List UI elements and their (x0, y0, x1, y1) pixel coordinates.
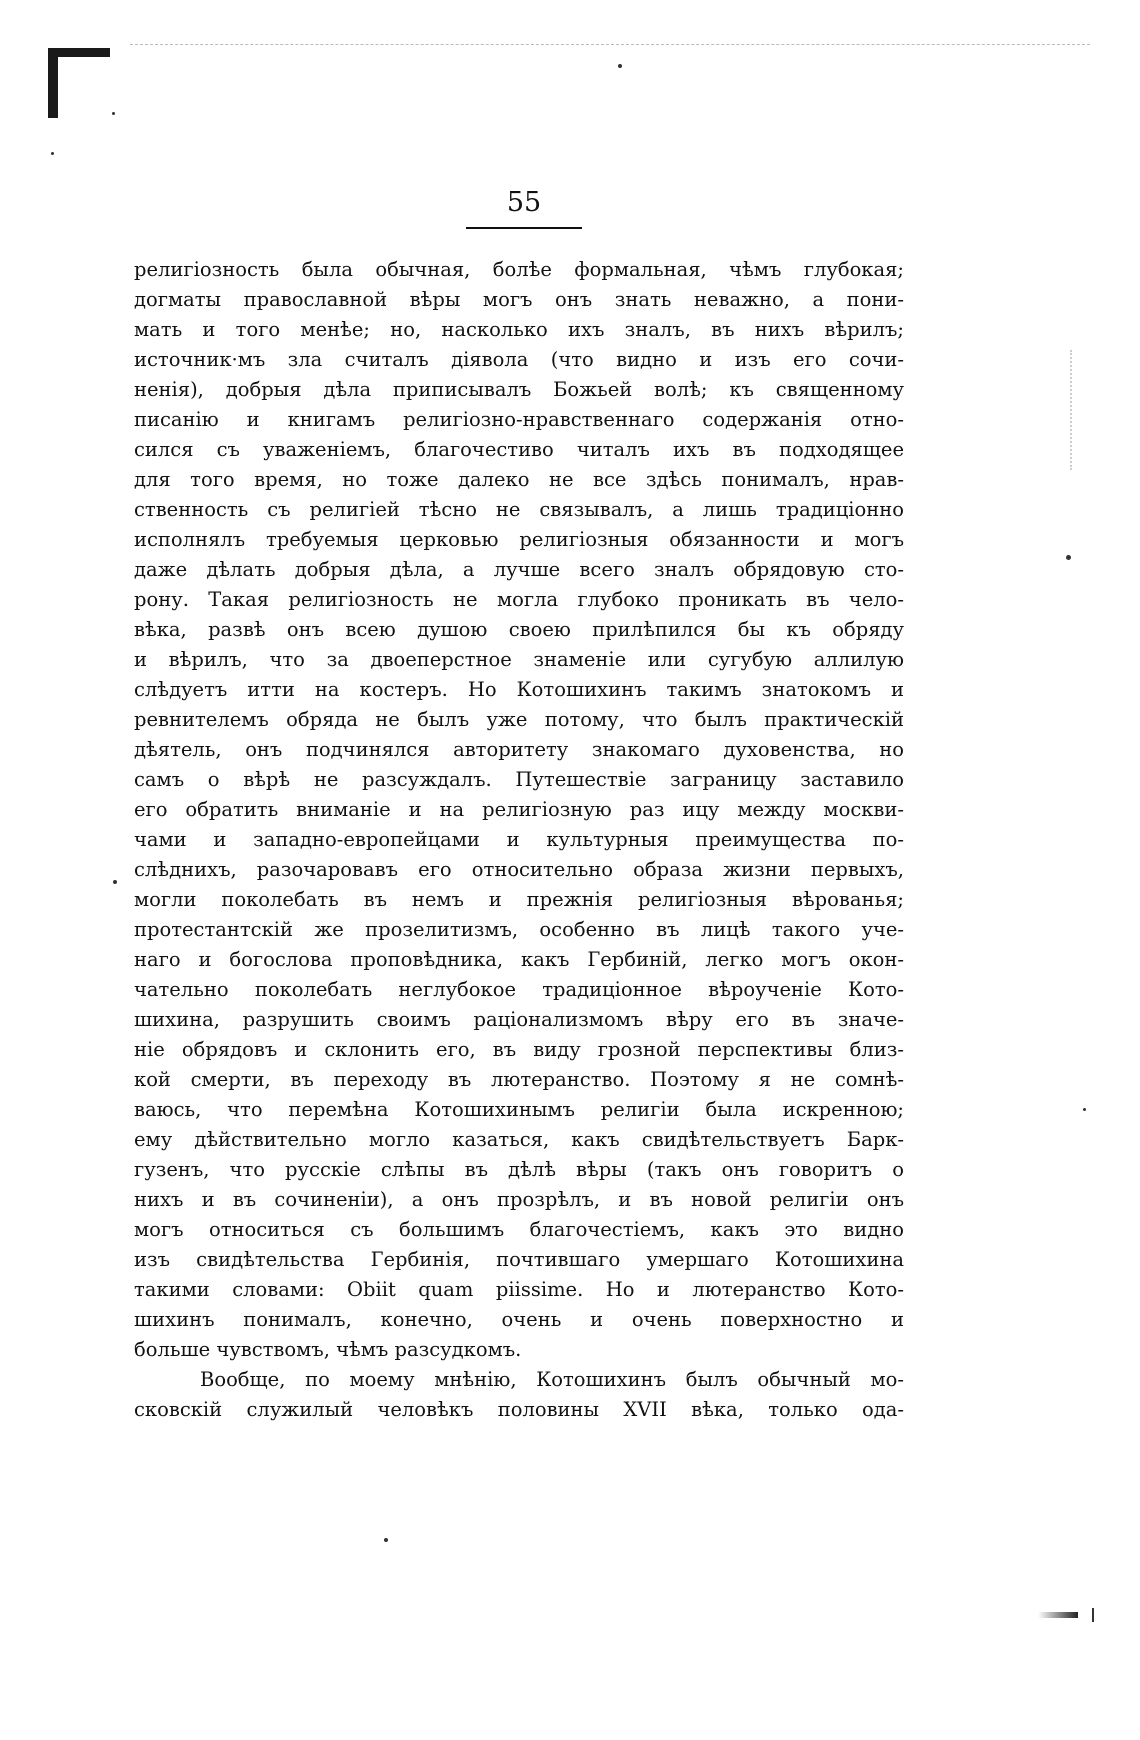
paragraph-end-line: больше чувствомъ, чѣмъ разсудкомъ. (134, 1338, 522, 1361)
scan-speck (618, 64, 622, 68)
scan-artifact (1070, 350, 1086, 470)
body-text (134, 255, 904, 1425)
text-line: и вѣрилъ, что за двоеперстное знаменіе или сугубую аллилую (134, 648, 904, 671)
text-line: источник·мъ зла считалъ діявола (что видно и изъ его сочи- (134, 348, 904, 371)
scan-artifact (130, 44, 1090, 46)
text-line: ревнителемъ обряда не былъ уже потому, что былъ практическій (134, 708, 904, 731)
text-line: нихъ и въ сочиненіи), а онъ прозрѣлъ, и въ новой религіи онъ (134, 1188, 904, 1211)
text-line: самъ о вѣрѣ не разсуждалъ. Путешествіе заграницу заставило (134, 768, 904, 791)
text-line: такими словами: Obiit quam piissime. Но и лютеранство Кото- (134, 1278, 904, 1301)
text-line: мать и того менѣе; но, насколько ихъ зналъ, въ нихъ вѣрилъ; (134, 318, 904, 341)
scan-artifact (1092, 1608, 1094, 1622)
text-line: ваюсь, что перемѣна Котошихинымъ религіи была искренною; (134, 1098, 904, 1121)
text-line: могли поколебать въ немъ и прежнія религіозныя вѣрованья; (134, 888, 904, 911)
text-line: слѣднихъ, разочаровавъ его относительно образа жизни первыхъ, (134, 858, 904, 881)
text-line: шихина, разрушить своимъ раціонализмомъ вѣру его въ значе- (134, 1008, 904, 1031)
text-line: рону. Такая религіозность не могла глубоко проникать въ чело- (134, 588, 904, 611)
text-line: ственность съ религіей тѣсно не связывалъ, а лишь традиціонно (134, 498, 904, 521)
text-line: вѣка, развѣ онъ всею душою своею прилѣпился бы къ обряду (134, 618, 904, 641)
text-line: писанію и книгамъ религіозно-нравственнаго содержанія отно- (134, 408, 904, 431)
header-rule (466, 227, 582, 229)
text-line: гузенъ, что русскіе слѣпы въ дѣлѣ вѣры (такъ онъ говоритъ о (134, 1158, 904, 1181)
text-line: изъ свидѣтельства Гербинія, почтившаго умершаго Котошихина (134, 1248, 904, 1271)
page-number: 55 (506, 187, 542, 218)
text-line: дѣятель, онъ подчинялся авторитету знакомаго духовенства, но (134, 738, 904, 761)
text-line: слѣдуетъ итти на костеръ. Но Котошихинъ такимъ знатокомъ и (134, 678, 904, 701)
paragraph-start-line: Вообще, по моему мнѣнію, Котошихинъ былъ обычный мо- (200, 1368, 904, 1391)
scan-speck (1066, 555, 1071, 560)
text-line: исполнялъ требуемыя церковью религіозныя обязанности и могъ (134, 528, 904, 551)
text-line: могъ относиться съ большимъ благочестіемъ, какъ это видно (134, 1218, 904, 1241)
text-line: протестантскій же прозелитизмъ, особенно въ лицѣ такого уче- (134, 918, 904, 941)
text-line: даже дѣлать добрыя дѣла, а лучше всего зналъ обрядовую сто- (134, 558, 904, 581)
text-line: ненія), добрыя дѣла приписывалъ Божьей волѣ; къ священному (134, 378, 904, 401)
scan-speck (112, 112, 115, 115)
text-line: чательно поколебать неглубокое традиціонное вѣроученіе Кото- (134, 978, 904, 1001)
scan-speck (1083, 1108, 1086, 1111)
text-line: религіозность была обычная, болѣе формальная, чѣмъ глубокая; (134, 258, 904, 281)
scan-speck (113, 880, 117, 884)
text-line: догматы православной вѣры могъ онъ знать неважно, а пони- (134, 288, 904, 311)
text-line: ему дѣйствительно могло казаться, какъ свидѣтельствуетъ Барк- (134, 1128, 904, 1151)
text-line: шихинъ понималъ, конечно, очень и очень поверхностно и (134, 1308, 904, 1331)
text-line: чами и западно-европейцами и культурныя преимущества по- (134, 828, 904, 851)
scan-speck (384, 1538, 388, 1542)
text-line: сковскій служилый человѣкъ половины XVII вѣка, только ода- (134, 1398, 904, 1421)
text-line: сился съ уваженіемъ, благочестиво читалъ ихъ въ подходящее (134, 438, 904, 461)
scan-artifact (1038, 1612, 1078, 1618)
scan-artifact (48, 50, 58, 118)
text-line: кой смерти, въ переходу въ лютеранство. Поэтому я не сомнѣ- (134, 1068, 904, 1091)
text-line: для того время, но тоже далеко не все здѣсь понималъ, нрав- (134, 468, 904, 491)
text-line: его обратить вниманіе и на религіозную раз ицу между москви- (134, 798, 904, 821)
text-line: ніе обрядовъ и склонить его, въ виду грозной перспективы близ- (134, 1038, 904, 1061)
scan-speck (51, 152, 54, 155)
text-line: наго и богослова проповѣдника, какъ Гербиній, легко могъ окон- (134, 948, 904, 971)
